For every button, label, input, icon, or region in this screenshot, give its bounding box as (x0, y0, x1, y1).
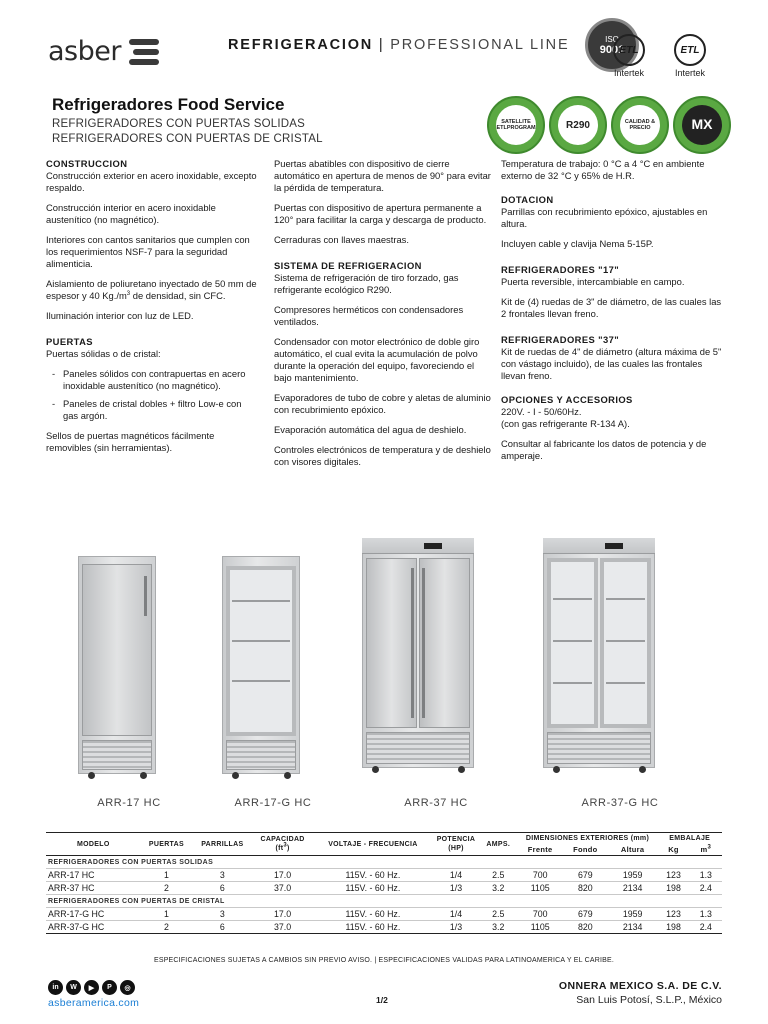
control-panel (543, 538, 655, 554)
subtitle-solid-doors: REFRIGERADORES CON PUERTAS SOLIDAS (52, 118, 306, 130)
spec-text: Sellos de puertas magnéticos fácilmente removibles (sin herramientas). (46, 430, 215, 453)
table-row (46, 869, 722, 882)
etl-mark: ETL (674, 34, 706, 66)
spec-text: Construcción interior en acero inoxidable austenítico (no magnético). (46, 202, 216, 225)
cell: ARR-37-G HC (46, 921, 141, 934)
spec-text-part: de densidad, sin CFC. (130, 290, 226, 301)
header-text: CAPACIDAD (260, 836, 305, 843)
col-header-kg: Kg (668, 845, 679, 854)
pinterest-icon[interactable]: P (102, 980, 117, 995)
spec-text: Kit de (4) ruedas de 3" de diámetro, de las cuales las 2 frontales llevan freno. (501, 296, 722, 319)
cell: 37.0 (252, 882, 312, 895)
spec-text-line: (con gas refrigerante R-134 A). (501, 418, 630, 429)
cell: 679 (563, 908, 608, 921)
cell: 820 (563, 882, 608, 895)
col-header-amps: AMPS. (486, 840, 511, 848)
spec-column-3 (501, 158, 727, 470)
cell: 17.0 (252, 908, 312, 921)
col-header-m3 (690, 844, 722, 856)
header-product-line (228, 37, 569, 53)
digital-display (424, 543, 442, 549)
website-link[interactable]: asberamerica.com (48, 997, 140, 1009)
header-unit: (HP) (448, 845, 464, 852)
solid-door-left (366, 558, 417, 728)
header-line-light: PROFESSIONAL LINE (390, 37, 570, 53)
badge-text: MX (682, 105, 722, 145)
product-image-arr-17-hc (78, 556, 156, 781)
table-group-solid: REFRIGERADORES CON PUERTAS SOLIDAS (46, 856, 722, 869)
col-header-fondo: Fondo (573, 845, 598, 854)
cell: 679 (563, 869, 608, 882)
spec-text: Puerta reversible, intercambiable en campo. (501, 276, 685, 287)
superscript: 3 (283, 842, 288, 849)
spec-text-part: Aislamiento de poliuretano inyectado de 50 mm de espesor y 40 Kg./m (46, 278, 257, 301)
badge-text: SATELLITE ETLPROGRAM (496, 105, 536, 145)
cell: 2 (141, 882, 193, 895)
cell: 1105 (518, 882, 563, 895)
cell: 123 (657, 869, 689, 882)
logo-wordmark: asber (48, 36, 121, 67)
list-item: - Paneles de cristal dobles + filtro Low-e con gas argón. (52, 398, 258, 422)
spec-text: Puertas sólidas o de cristal: (46, 348, 161, 359)
door-handle (144, 576, 147, 616)
product-label: ARR-17 HC (97, 797, 161, 809)
glass-door-left (547, 558, 598, 728)
cell: ARR-17-G HC (46, 908, 141, 921)
cell: 2.5 (479, 908, 518, 921)
cell: 1/3 (433, 882, 479, 895)
cell: ARR-17 HC (46, 869, 141, 882)
product-label: ARR-17-G HC (234, 797, 312, 809)
cell: 2.4 (690, 921, 722, 934)
door-handle (422, 568, 425, 718)
cell: 37.0 (252, 921, 312, 934)
spec-column-2 (274, 158, 494, 476)
vent-grille (547, 732, 651, 764)
logo-icon (129, 39, 159, 65)
linkedin-icon[interactable]: in (48, 980, 63, 995)
cell: 6 (192, 882, 252, 895)
etl-cert-icon (609, 34, 649, 78)
page-number: 1/2 (376, 995, 388, 1005)
spec-text: Iluminación interior con luz de LED. (46, 310, 194, 321)
glass-door (226, 566, 296, 736)
col-header-voltaje: VOLTAJE - FRECUENCIA (328, 840, 418, 848)
vent-grille (366, 732, 470, 764)
cell: 820 (563, 921, 608, 934)
cell: ARR-37 HC (46, 882, 141, 895)
spec-text: Cerraduras con llaves maestras. (274, 234, 409, 245)
spec-text: Sistema de refrigeración de tiro forzado, gas refrigerante ecológico R290. (274, 272, 459, 295)
table-row (46, 908, 722, 921)
door-options-list (52, 368, 258, 422)
spec-text: Evaporación automática del agua de deshielo. (274, 424, 467, 435)
spec-text: Construcción exterior en acero inoxidable, excepto respaldo. (46, 170, 257, 193)
spec-text: Consultar al fabricante los datos de potencia y de amperaje. (501, 438, 707, 461)
social-links (48, 980, 135, 995)
whatsapp-icon[interactable]: W (66, 980, 81, 995)
section-heading-dotacion: DOTACION (501, 194, 554, 205)
quality-price-badge-icon (611, 96, 669, 154)
intertek-label: Intertek (674, 68, 705, 78)
iso-label: ISO (605, 34, 619, 44)
header-unit: ) (287, 845, 290, 852)
section-heading-puertas: PUERTAS (46, 336, 93, 347)
table-row (46, 882, 722, 895)
cell: 1 (141, 908, 193, 921)
table-group-glass: REFRIGERADORES CON PUERTAS DE CRISTAL (46, 895, 722, 908)
cell: 1/4 (433, 869, 479, 882)
col-header-capacidad (252, 833, 312, 856)
cell: 115V. - 60 Hz. (313, 921, 433, 934)
col-header-frente: Frente (527, 845, 553, 854)
section-heading-sistema: SISTEMA DE REFRIGERACION (274, 260, 422, 271)
section-heading-construccion: CONSTRUCCION (46, 158, 128, 169)
company-name: ONNERA MEXICO S.A. DE C.V. (558, 980, 722, 992)
cell: 700 (518, 908, 563, 921)
glass-door-right (600, 558, 651, 728)
intertek-label: Intertek (613, 68, 644, 78)
door-handle (411, 568, 414, 718)
made-in-mexico-badge-icon (673, 96, 731, 154)
solid-door (82, 564, 152, 736)
spec-text: Condensador con motor electrónico de doble giro automático, el cual evita la acumulación de polvo durante la operación del equipo, favoreciendo el bajo mantenimiento. (274, 336, 480, 383)
cell: 1.3 (690, 908, 722, 921)
solid-door-right (419, 558, 470, 728)
section-heading-refrigeradores-17: REFRIGERADORES "17" (501, 264, 620, 275)
cell: 1/4 (433, 908, 479, 921)
col-header-modelo: MODELO (77, 840, 110, 848)
cell: 123 (657, 908, 689, 921)
cell: 3 (192, 869, 252, 882)
col-header-parrillas: PARRILLAS (201, 840, 244, 848)
spec-text: Temperatura de trabajo: 0 °C a 4 °C en ambiente externo de 32 °C y 65% de H.R. (501, 158, 705, 181)
cell: 1105 (518, 921, 563, 934)
etl-mark: ETL (613, 34, 645, 66)
cell: 2 (141, 921, 193, 934)
section-heading-opciones: OPCIONES Y ACCESORIOS (501, 394, 633, 405)
col-header-puertas: PUERTAS (148, 840, 184, 848)
spec-text: Puertas con dispositivo de apertura permanente a 120° para facilitar la carga y descarga de producto. (274, 202, 487, 225)
col-header-altura: Altura (620, 845, 645, 854)
spec-text: Kit de ruedas de 4" de diámetro (altura máxima de 5" con vástago incluido), de las cuales las frontales llevan freno. (501, 346, 722, 381)
spec-column-1 (46, 158, 258, 462)
cell: 3 (192, 908, 252, 921)
superscript: 3 (126, 290, 131, 297)
disclaimer: ESPECIFICACIONES SUJETAS A CAMBIOS SIN PREVIO AVISO. | ESPECIFICACIONES VALIDAS PARA LATINOAMERICA Y EL CARIBE. (153, 957, 615, 964)
spec-text (501, 406, 727, 430)
spec-text: Parrillas con recubrimiento epóxico, ajustables en altura. (501, 206, 708, 229)
instagram-icon[interactable]: ◎ (120, 980, 135, 995)
iso-number: 9001 (599, 43, 625, 56)
product-label: ARR-37 HC (404, 797, 468, 809)
superscript: 3 (707, 844, 712, 851)
list-item: - Paneles sólidos con contrapuertas en acero inoxidable austenítico (no magnético). (52, 368, 258, 392)
product-image-arr-37-hc (362, 538, 474, 778)
vent-grille (82, 740, 152, 770)
cell: 198 (657, 921, 689, 934)
cell: 3.2 (479, 921, 518, 934)
spec-text: Controles electrónicos de temperatura y de deshielo con visores digitales. (274, 444, 491, 467)
header-line-bold: REFRIGERACION (228, 37, 374, 53)
cell: 1 (141, 869, 193, 882)
cell: 198 (657, 882, 689, 895)
spec-text: Evaporadores de tubo de cobre y aletas de aluminio con recubrimiento epóxico. (274, 392, 491, 415)
subtitle-glass-doors: REFRIGERADORES CON PUERTAS DE CRISTAL (52, 133, 323, 145)
col-header-embalaje: EMBALAJE (669, 835, 711, 842)
header-unit: (ft (275, 845, 284, 852)
spec-text: Puertas abatibles con dispositivo de cierre automático en apertura de menos de 90° para evitar la pérdida de temperatura. (274, 158, 491, 193)
col-header-dimensiones: DIMENSIONES EXTERIORES (mm) (525, 835, 650, 842)
asber-logo (48, 36, 159, 67)
badge-row (487, 96, 731, 154)
cell: 1/3 (433, 921, 479, 934)
spec-text: Compresores herméticos con condensadores ventilados. (274, 304, 464, 327)
col-header-potencia (433, 833, 479, 856)
cell: 2.4 (690, 882, 722, 895)
cell: 17.0 (252, 869, 312, 882)
control-panel (362, 538, 474, 554)
r290-efficiency-badge-icon (549, 96, 607, 154)
cell: 115V. - 60 Hz. (313, 869, 433, 882)
spec-table (46, 832, 722, 934)
product-label: ARR-37-G HC (581, 797, 659, 809)
product-image-arr-17-g-hc (222, 556, 300, 781)
cell: 2134 (608, 882, 657, 895)
cell: 2.5 (479, 869, 518, 882)
section-heading-refrigeradores-37: REFRIGERADORES "37" (501, 334, 620, 345)
spec-text (46, 278, 258, 302)
cell: 1.3 (690, 869, 722, 882)
cell: 3.2 (479, 882, 518, 895)
company-address: San Luis Potosí, S.L.P., México (576, 994, 722, 1006)
document-title: Refrigeradores Food Service (52, 95, 285, 114)
cell: 1959 (608, 908, 657, 921)
header-separator: | (373, 37, 391, 53)
header-text: POTENCIA (436, 836, 476, 843)
etl-us-cert-icon (670, 34, 710, 78)
badge-text: CALIDAD & PRECIO (620, 105, 660, 145)
cell: 1959 (608, 869, 657, 882)
cell: 700 (518, 869, 563, 882)
digital-display (605, 543, 623, 549)
cell: 115V. - 60 Hz. (313, 908, 433, 921)
vent-grille (226, 740, 296, 770)
cell: 115V. - 60 Hz. (313, 882, 433, 895)
spec-text-line: 220V. - I - 50/60Hz. (501, 406, 582, 417)
product-image-arr-37-g-hc (543, 538, 655, 778)
header-unit: m (700, 845, 708, 854)
spec-text: Interiores con cantos sanitarios que cumplen con los requerimientos NSF-7 para la seguridad alimenticia. (46, 234, 250, 269)
cell: 2134 (608, 921, 657, 934)
youtube-icon[interactable]: ▶ (84, 980, 99, 995)
cell: 6 (192, 921, 252, 934)
badge-text: R290 (558, 105, 598, 145)
spec-text: Incluyen cable y clavija Nema 5-15P. (501, 238, 654, 249)
satellite-etl-badge-icon (487, 96, 545, 154)
table-row (46, 921, 722, 934)
